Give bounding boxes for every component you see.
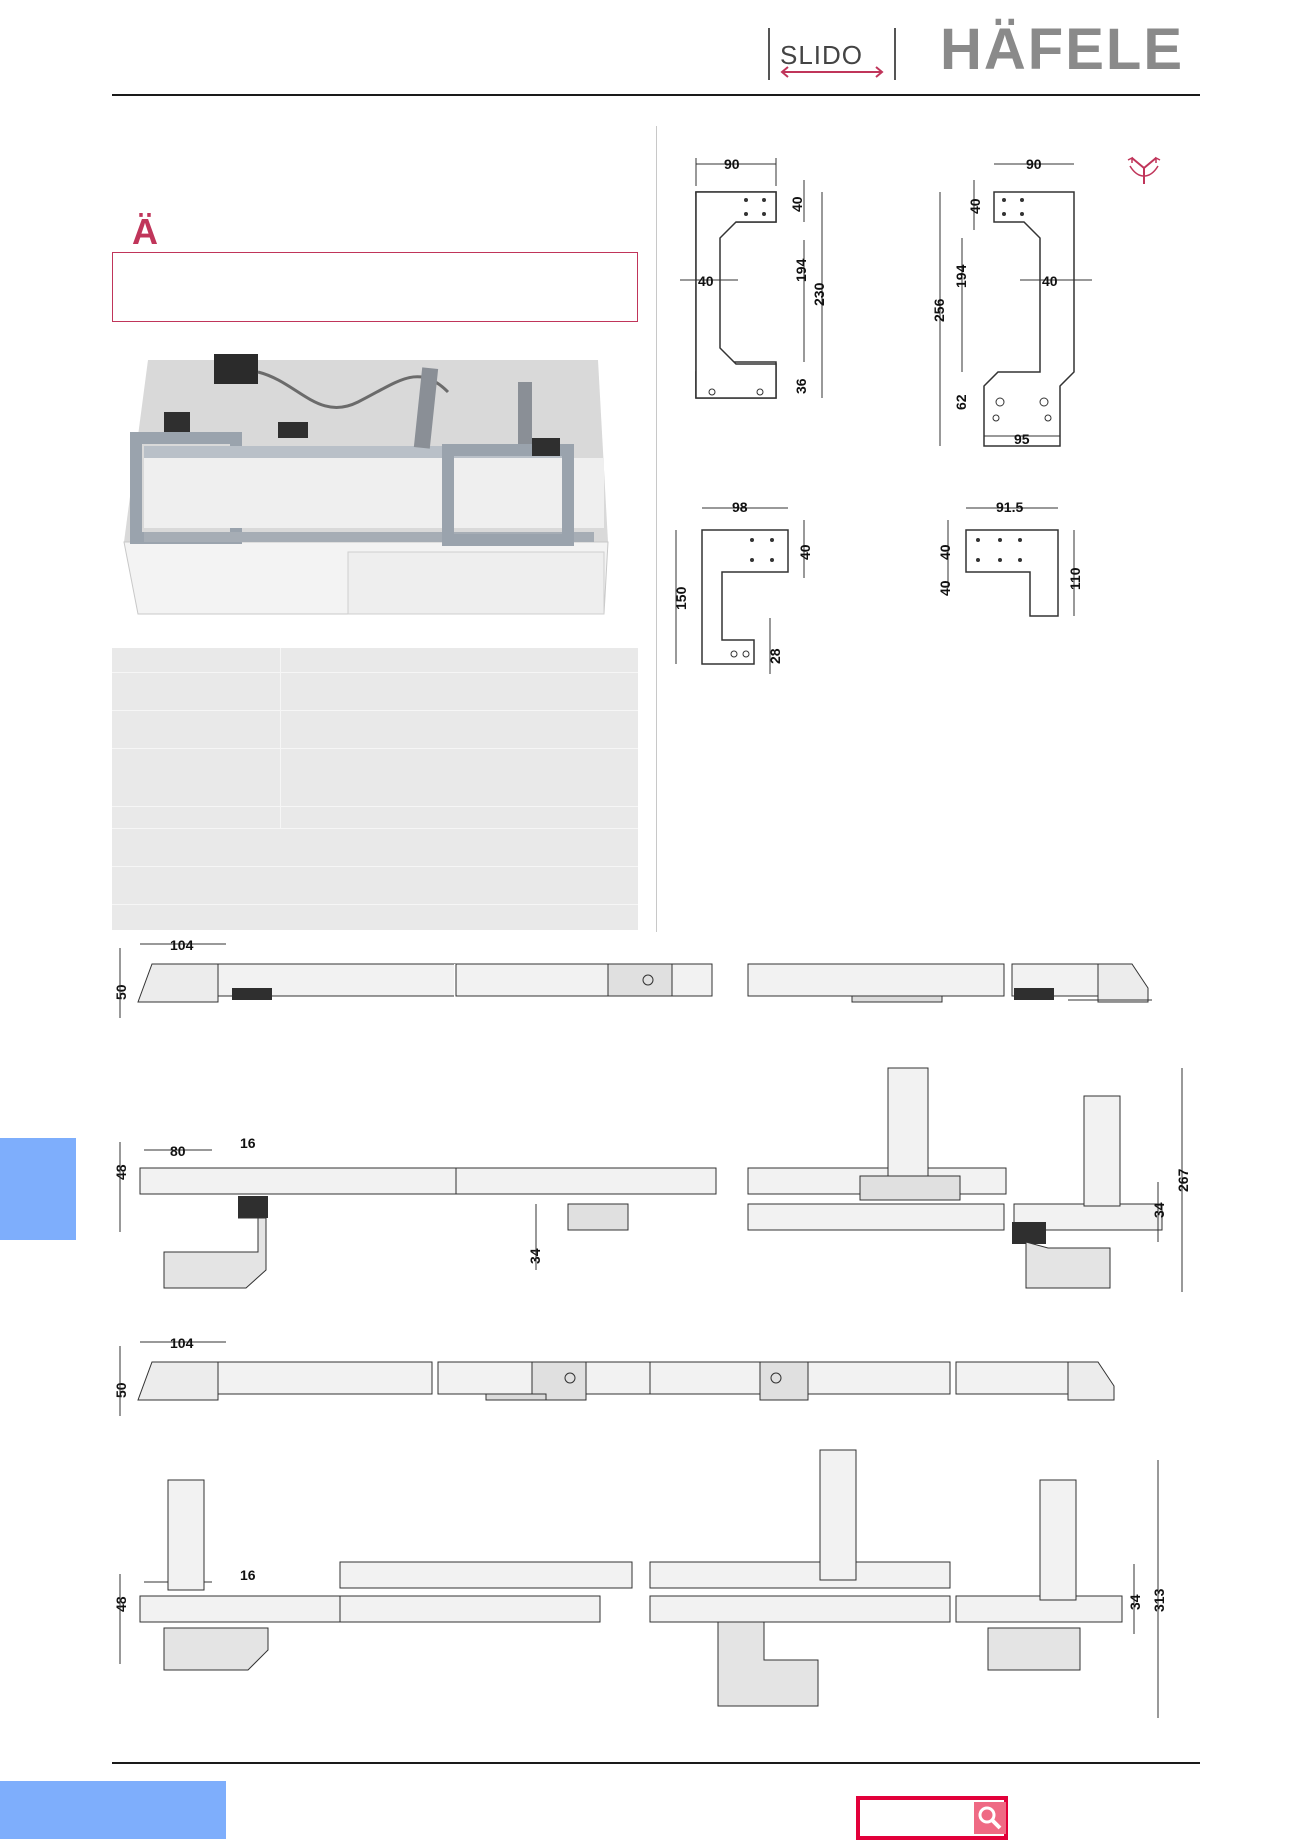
rail-drawing-3 xyxy=(108,1336,1180,1426)
slido-arrow-icon xyxy=(778,66,886,78)
magnifier-icon xyxy=(974,1802,1006,1834)
dim-label: 80 xyxy=(170,1143,186,1159)
spec-table-col-divider xyxy=(280,648,281,828)
dim-label: 40 xyxy=(698,273,714,289)
search-box[interactable] xyxy=(856,1796,1008,1840)
dim-label: 40 xyxy=(1042,273,1058,289)
spec-table-row xyxy=(112,866,638,867)
rail-drawing-1 xyxy=(108,938,1180,1028)
dim-label: 50 xyxy=(113,984,129,1000)
spec-table xyxy=(112,648,638,930)
dim-label: 194 xyxy=(953,264,969,288)
dim-label: 28 xyxy=(767,648,783,664)
hafele-logo: HÄFELE xyxy=(940,17,1184,82)
dim-label: 62 xyxy=(953,394,969,410)
chapter-tab[interactable] xyxy=(0,1138,76,1240)
bracket-drawing-3 xyxy=(664,498,814,678)
dim-label: 98 xyxy=(732,499,748,515)
dim-label: 90 xyxy=(1026,156,1042,172)
header-rule xyxy=(112,94,1200,96)
dim-label: 16 xyxy=(240,1135,256,1151)
dim-label: 34 xyxy=(1151,1202,1167,1218)
slido-logo xyxy=(768,28,896,80)
spec-table-row xyxy=(112,828,638,829)
dim-label: 90 xyxy=(724,156,740,172)
dim-label: 40 xyxy=(967,198,983,214)
dim-label: 48 xyxy=(113,1164,129,1180)
dim-label: 16 xyxy=(240,1567,256,1583)
dim-label: 40 xyxy=(797,544,813,560)
dim-label: 95 xyxy=(1014,431,1030,447)
spec-table-row xyxy=(112,710,638,711)
dim-label: 104 xyxy=(170,938,194,953)
dim-label: 34 xyxy=(527,1248,543,1264)
warning-box xyxy=(112,252,638,322)
dim-label: 150 xyxy=(673,586,689,610)
bracket-drawing-4 xyxy=(924,498,1094,628)
product-photo xyxy=(118,352,622,618)
spec-table-row xyxy=(112,904,638,905)
footer-rule xyxy=(112,1762,1200,1764)
spec-table-row xyxy=(112,672,638,673)
dim-label: 256 xyxy=(931,298,947,322)
dim-label: 91.5 xyxy=(996,499,1024,515)
bracket-drawing-1 xyxy=(668,150,848,420)
rotate-arrows-icon xyxy=(1126,150,1162,190)
spec-table-row xyxy=(112,806,638,807)
slido-logo-text: SLIDO xyxy=(780,40,864,70)
dim-label: 40 xyxy=(937,544,953,560)
dim-label: 267 xyxy=(1175,1168,1191,1192)
dim-label: 230 xyxy=(811,282,827,306)
spec-table-row xyxy=(112,748,638,749)
dim-label: 50 xyxy=(113,1382,129,1398)
column-divider xyxy=(656,126,657,932)
warning-mark: Ä xyxy=(132,211,158,252)
dim-label: 104 xyxy=(170,1336,194,1351)
bracket-drawing-2 xyxy=(924,150,1104,450)
dim-label: 36 xyxy=(793,378,809,394)
dim-label: 34 xyxy=(1127,1594,1143,1610)
footer-block xyxy=(0,1781,226,1839)
dim-label: 110 xyxy=(1067,567,1083,590)
dim-label: 40 xyxy=(937,580,953,596)
dim-label: 194 xyxy=(793,258,809,282)
rail-drawing-2 xyxy=(108,1052,1200,1298)
dim-label: 313 xyxy=(1151,1588,1167,1612)
dim-label: 40 xyxy=(789,196,805,212)
rail-drawing-4 xyxy=(108,1444,1200,1724)
dim-label: 48 xyxy=(113,1596,129,1612)
search-button[interactable] xyxy=(974,1802,1006,1834)
